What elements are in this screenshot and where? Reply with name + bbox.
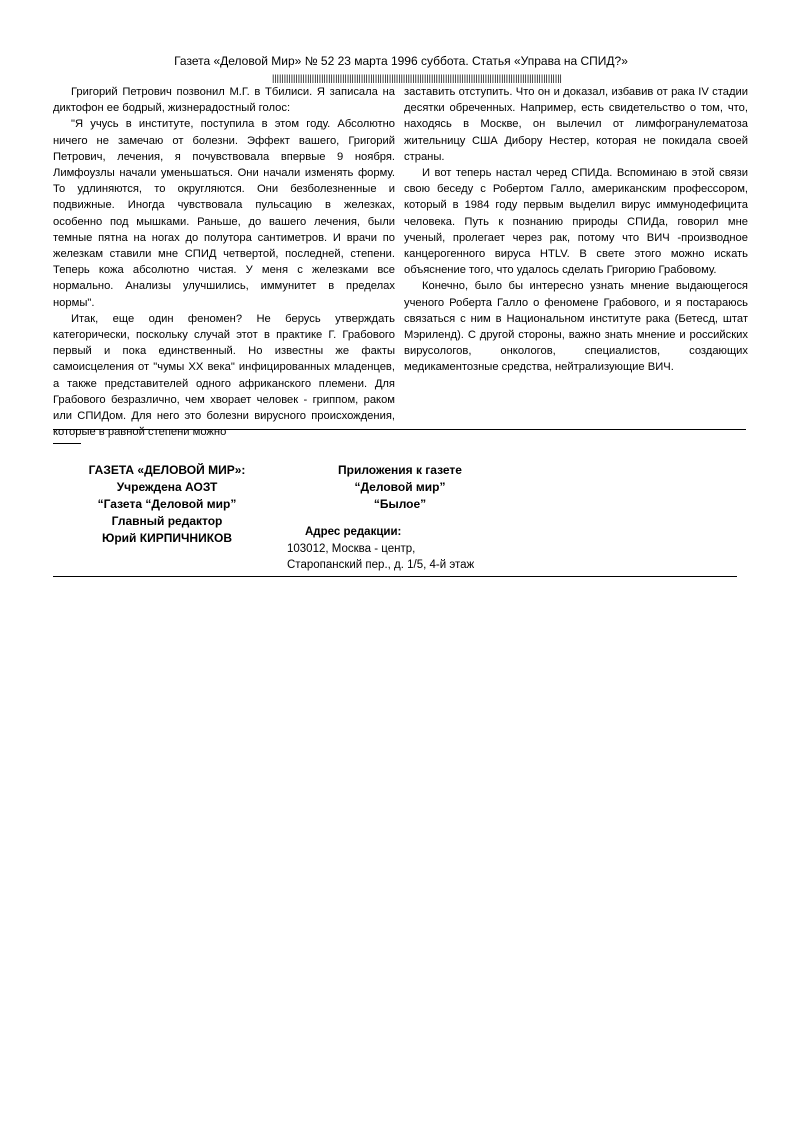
imprint-line: Юрий КИРПИЧНИКОВ <box>101 531 233 545</box>
article-paragraph: Итак, еще один феномен? Не берусь утверждать категорически, поскольку случай этот в практике Г. Грабового первый и пока единственный. Но известны же факты самоисцеления от "чумы XX века" инфицированных младенцев, а также представителей одного африканского племени. Для Грабового безразлично, чем хворает человек - гриппом, раком или СПИДом. Для него это болезни вирусного происхождения, которые в равной степени можно <box>53 312 395 439</box>
imprint-line: “Газета “Деловой мир” <box>97 497 237 511</box>
publisher-imprint <box>53 462 281 547</box>
article-left-column <box>53 84 395 440</box>
article-paragraph: "Я учусь в институте, поступила в этом году. Абсолютно ничего не замечаю от болезни. Эффект вашего, Григорий Петрович, лечения, я почувствовала впервые 9 ноября. Лимфоузлы начали уменьшаться. Они начали изменять форму. То удлиняются, то округляются. Они безболезненные и подвижные. Иногда чувствовала пульсацию в железках, особенно под мышками. Раньше, до вашего лечения, были темные пятна на ногах до полутора сантиметров. И врачи по железкам ставили мне СПИД четвертой, последней, степени. Теперь кожа абсолютно чистая. У меня с железками все нормально. Анализы улучшились, иммунитет в пределах нормы". <box>53 118 395 309</box>
address-label: Адрес редакции: <box>305 526 402 538</box>
page-title: Газета «Деловой Мир» № 52 23 марта 1996 суббота. Статья «Управа на СПИД?» <box>174 54 628 68</box>
footer-divider <box>53 576 737 577</box>
imprint-line: ГАЗЕТА «ДЕЛОВОЙ МИР»: <box>88 463 246 477</box>
article-right-column <box>404 84 748 376</box>
imprint-line: “Былое” <box>373 497 427 511</box>
address-line: 103012, Москва - центр, <box>287 542 416 555</box>
page-header <box>0 53 802 85</box>
article-divider <box>53 429 746 430</box>
imprint-line: Учреждена АОЗТ <box>116 480 218 494</box>
title-separator: |||||||||||||||||||||||||||||||||||||||||||||||||||||||||||||||||||||||||||||||||||||||||||||||||||||||||||||||||||||||||||| <box>272 73 562 83</box>
editorial-address <box>287 524 474 574</box>
article-paragraph: И вот теперь настал черед СПИДа. Вспоминаю в этой связи свою беседу с Робертом Галло, американским профессором, который в 1984 году первым выделил вирус иммунодефицита человека. Путь к познанию природы СПИДа, говорил мне ученый, пролегает через рак, потому что ВИЧ -производное канцерогенного вируса HTLV. В свете этого можно искать объяснение того, что удалось сделать Григорию Грабовому. <box>404 167 748 277</box>
article-paragraph: Григорий Петрович позвонил М.Г. в Тбилиси. Я записала на диктофон ее бодрый, жизнерадостный голос: <box>53 86 395 115</box>
footnote-divider <box>53 443 81 444</box>
imprint-line: Приложения к газете <box>338 463 462 477</box>
imprint-line: Главный редактор <box>111 514 223 528</box>
article-paragraph: Конечно, было бы интересно узнать мнение выдающегося ученого Роберта Галло о феномене Грабового, и я постараюсь связаться с ним в Национальном институте рака (Бетесд, штат Мэриленд). С другой стороны, важно знать мнение и российских вирусологов, онкологов, специалистов, создающих медикаментозные средства, нейтрализующие ВИЧ. <box>404 280 748 374</box>
imprint-line: “Деловой мир” <box>354 480 446 494</box>
article-paragraph: заставить отступить. Что он и доказал, избавив от рака IV стадии десятки обреченных. Например, есть свидетельство о том, что, находясь в Москве, он вылечил от лимфогранулематоза жительницу США Дибору Нестер, которая не покидала своей страны. <box>404 86 748 163</box>
address-line: Старопанский пер., д. 1/5, 4-й этаж <box>287 559 475 571</box>
supplements-imprint <box>300 462 500 513</box>
